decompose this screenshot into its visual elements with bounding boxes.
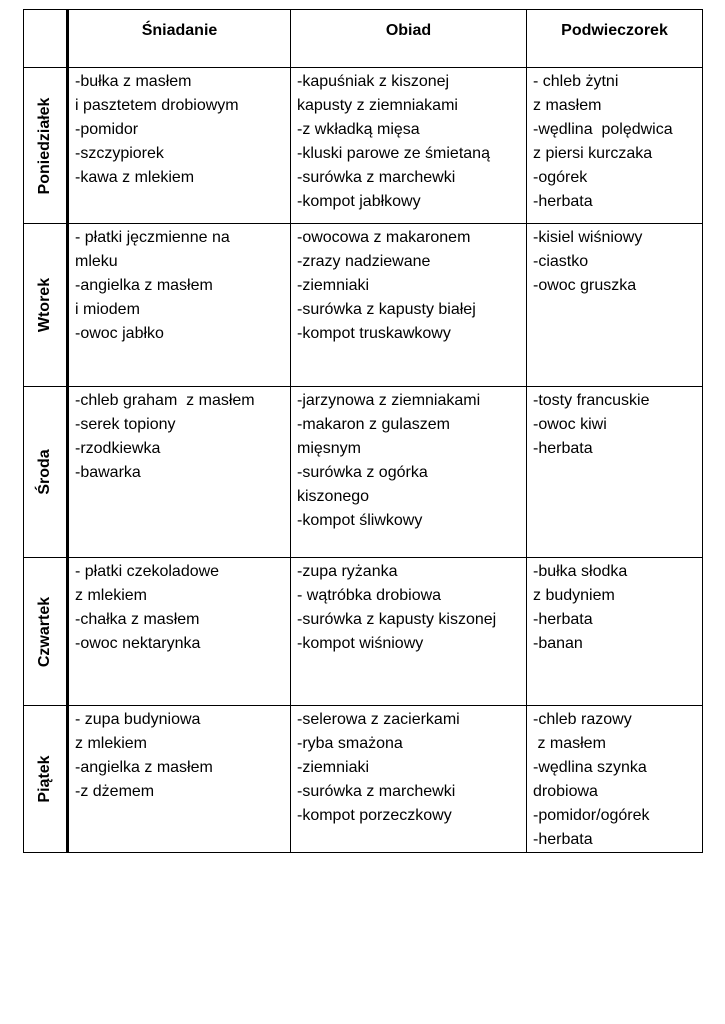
menu-item-line: - wątróbka drobiowa [297, 587, 442, 604]
header-lunch: Obiad [291, 10, 527, 68]
menu-item-line: -angielka z masłem [75, 759, 213, 776]
menu-item-line: drobiowa [533, 783, 598, 800]
menu-item-line: -zupa ryżanka [297, 563, 398, 580]
breakfast-cell [68, 68, 291, 224]
day-name: Wtorek [36, 277, 53, 333]
snack-cell [527, 706, 703, 853]
menu-item-line: - zupa budyniowa [75, 711, 201, 728]
menu-item-line: z masłem [533, 735, 606, 752]
breakfast-cell [68, 387, 291, 558]
menu-item-line: -kapuśniak z kiszonej [297, 73, 450, 90]
menu-item-line: -surówka z ogórka [297, 464, 428, 481]
snack-cell [527, 224, 703, 387]
day-row-wednesday [24, 387, 703, 558]
menu-item-line: -bułka słodka [533, 563, 628, 580]
corner-cell [24, 10, 68, 68]
menu-item-line: -herbata [533, 611, 593, 628]
menu-item-line: -surówka z kapusty kiszonej [297, 611, 497, 628]
menu-item-line: mięsnym [297, 440, 362, 457]
header-row [24, 10, 703, 68]
menu-item-line: -pomidor [75, 121, 139, 138]
day-cell [24, 68, 68, 224]
menu-item-line: -chleb razowy [533, 711, 632, 728]
menu-item-line: -kawa z mlekiem [75, 169, 195, 186]
menu-item-line: kapusty z ziemniakami [297, 97, 458, 114]
menu-item-line: -surówka z marchewki [297, 169, 456, 186]
menu-item-line: -tosty francuskie [533, 392, 650, 409]
menu-item-line: -herbata [533, 193, 593, 210]
header-breakfast: Śniadanie [68, 10, 291, 68]
lunch-cell [291, 224, 527, 387]
day-name: Środa [36, 449, 53, 495]
menu-item-line: z piersi kurczaka [533, 145, 653, 162]
menu-item-line: - płatki czekoladowe [75, 563, 220, 580]
menu-item-line: i pasztetem drobiowym [75, 97, 239, 114]
menu-item-line: -wędlina polędwica [533, 121, 673, 138]
menu-item-line: - chleb żytni [533, 73, 619, 90]
menu-item-line: -kluski parowe ze śmietaną [297, 145, 490, 162]
lunch-cell [291, 68, 527, 224]
menu-item-line: -kompot wiśniowy [297, 635, 424, 652]
menu-item-line: -ciastko [533, 253, 589, 270]
breakfast-cell [68, 558, 291, 706]
menu-item-line: -herbata [533, 831, 593, 848]
menu-item-line: - płatki jęczmienne na [75, 229, 230, 246]
day-name: Czwartek [36, 596, 53, 667]
header-snack: Podwieczorek [527, 10, 703, 68]
menu-item-line: -z wkładką mięsa [297, 121, 420, 138]
menu-item-line: -kompot truskawkowy [297, 325, 451, 342]
menu-item-line: mleku [75, 253, 118, 270]
menu-item-line: -szczypiorek [75, 145, 164, 162]
menu-item-line: -owoc kiwi [533, 416, 607, 433]
menu-item-line: -ziemniaki [297, 277, 370, 294]
day-name: Poniedziałek [36, 97, 53, 194]
menu-item-line: -kompot porzeczkowy [297, 807, 452, 824]
menu-item-line: -makaron z gulaszem [297, 416, 450, 433]
day-cell [24, 558, 68, 706]
menu-item-line: -jarzynowa z ziemniakami [297, 392, 481, 409]
menu-item-line: -surówka z kapusty białej [297, 301, 476, 318]
menu-item-line: -surówka z marchewki [297, 783, 456, 800]
menu-item-line: -kompot śliwkowy [297, 512, 423, 529]
menu-item-line: -wędlina szynka [533, 759, 647, 776]
menu-item-line: z budyniem [533, 587, 615, 604]
day-cell [24, 224, 68, 387]
menu-item-line: z mlekiem [75, 587, 148, 604]
menu-item-line: -chleb graham z masłem [75, 392, 255, 409]
menu-item-line: z mlekiem [75, 735, 148, 752]
menu-item-line: -bawarka [75, 464, 141, 481]
menu-item-line: z masłem [533, 97, 602, 114]
day-row-thursday [24, 558, 703, 706]
lunch-cell [291, 706, 527, 853]
menu-item-line: -angielka z masłem [75, 277, 213, 294]
menu-item-line: -kisiel wiśniowy [533, 229, 643, 246]
menu-item-line: -z dżemem [75, 783, 155, 800]
menu-item-line: -owoc nektarynka [75, 635, 201, 652]
menu-item-line: i miodem [75, 301, 140, 318]
day-row-tuesday [24, 224, 703, 387]
day-row-monday [24, 68, 703, 224]
menu-item-line: -kompot jabłkowy [297, 193, 421, 210]
menu-item-line: -ogórek [533, 169, 588, 186]
breakfast-cell [68, 224, 291, 387]
menu-item-line: -owocowa z makaronem [297, 229, 471, 246]
day-cell [24, 706, 68, 853]
menu-item-line: kiszonego [297, 488, 370, 505]
menu-item-line: -zrazy nadziewane [297, 253, 431, 270]
menu-item-line: -pomidor/ogórek [533, 807, 650, 824]
menu-item-line: -herbata [533, 440, 593, 457]
menu-item-line: -rzodkiewka [75, 440, 161, 457]
menu-item-line: -ryba smażona [297, 735, 403, 752]
menu-item-line: -owoc gruszka [533, 277, 637, 294]
day-cell [24, 387, 68, 558]
menu-item-line: -ziemniaki [297, 759, 370, 776]
weekly-menu-table [23, 9, 703, 853]
lunch-cell [291, 558, 527, 706]
day-name: Piątek [36, 755, 53, 803]
snack-cell [527, 558, 703, 706]
menu-item-line: -selerowa z zacierkami [297, 711, 460, 728]
menu-item-line: -banan [533, 635, 583, 652]
snack-cell [527, 387, 703, 558]
menu-item-line: -chałka z masłem [75, 611, 200, 628]
breakfast-cell [68, 706, 291, 853]
lunch-cell [291, 387, 527, 558]
menu-item-line: -owoc jabłko [75, 325, 164, 342]
menu-item-line: -serek topiony [75, 416, 176, 433]
snack-cell [527, 68, 703, 224]
menu-item-line: -bułka z masłem [75, 73, 192, 90]
day-row-friday [24, 706, 703, 853]
